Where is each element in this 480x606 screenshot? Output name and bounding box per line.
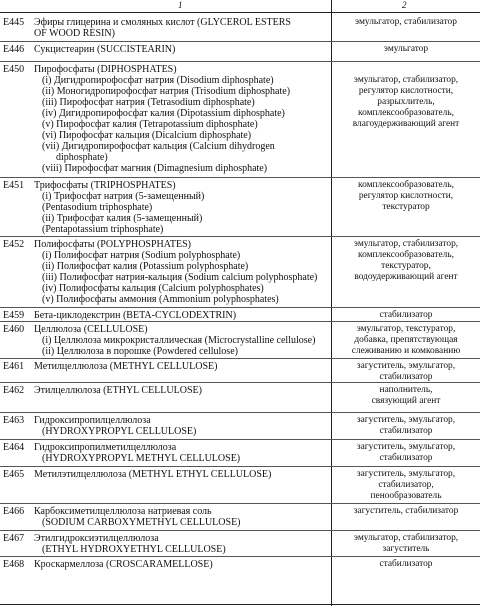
additive-name-line: (i) Полифосфат натрия (Sodium polyphosphate) [42,250,241,261]
function-line: загуститель, эмульгатор, [356,469,456,479]
function-line: добавка, препятствующая [354,335,458,345]
function-line: стабилизатор, [378,480,434,490]
additive-name-line: Гидроксипропилметилцеллюлоза [34,442,177,453]
additive-name-line: (vi) Пирофосфат кальция (Dicalcium diphosphate) [42,130,252,141]
additive-code: E451 [3,180,25,191]
additive-code: E462 [3,385,25,396]
additive-code: E464 [3,442,25,453]
row-separator [0,61,480,62]
function-line: эмульгатор [383,44,429,54]
technological-function [335,64,477,130]
additive-name [34,64,330,174]
technological-function [335,239,477,283]
additive-name-line: Эфиры глицерина и смоляных кислот (GLYCEROL ESTERS [34,17,291,28]
additive-name-line: Целлюлоза (CELLULOSE) [34,324,148,335]
additive-name-line: Сукцистеарин (SUCCISTEARIN) [34,44,176,55]
row-separator [0,321,480,322]
additive-name-line: Полифосфаты (POLYPHOSPHATES) [34,239,191,250]
technological-function [335,415,477,437]
function-line: комплексообразователь, [358,108,454,118]
technological-function [335,533,477,555]
row-separator [0,382,480,383]
additive-name [34,385,330,396]
function-line: наполнитель, [379,385,433,395]
header-rule [0,12,480,13]
function-line: стабилизатор [379,426,433,436]
function-line: загуститель, эмульгатор, [356,361,456,371]
function-line: загуститель [382,544,430,554]
additive-code: E450 [3,64,25,75]
function-line: стабилизатор [379,372,433,382]
function-line [335,64,477,75]
function-line: слеживанию и комкованию [351,346,461,356]
additive-name-line: (HYDROXYPROPYL METHYL CELLULOSE) [42,453,241,464]
additive-name [34,559,330,570]
function-line: эмульгатор, текстуратор, [356,324,456,334]
technological-function [335,17,477,28]
additive-name-line: OF WOOD RESIN) [34,28,115,39]
additive-name-line: (ii) Целлюлоза в порошке (Powdered cellulose) [42,346,238,357]
function-line: регулятор кислотности, [358,191,454,201]
function-line: регулятор кислотности, [358,86,454,96]
row-separator [0,177,480,178]
additive-name-line: Карбоксиметилцеллюлоза натриевая соль [34,506,212,517]
row-separator [0,41,480,42]
function-line: водоудерживающий агент [354,272,458,282]
additive-name-line: (ii) Полифосфат калия (Potassium polyphosphate) [42,261,249,272]
additive-name [34,17,330,39]
additive-name-line: (ii) Моногидропирофосфат натрия (Trisodium diphosphate) [42,86,291,97]
additive-name [34,506,330,528]
function-line: стабилизатор [379,453,433,463]
additive-code: E460 [3,324,25,335]
additive-name [34,324,330,357]
column-number-1: 1 [178,0,183,10]
row-separator [0,236,480,237]
additive-name-line: Этилгидроксиэтилцеллюлоза [34,533,159,544]
additive-name-line: (i) Трифосфат натрия (5-замещенный) [42,191,205,202]
row-separator [0,439,480,440]
technological-function [335,559,477,570]
additive-name [34,44,330,55]
additive-name [34,533,330,555]
function-line: пенообразователь [370,491,442,501]
additive-name-line: Трифосфаты (TRIPHOSPHATES) [34,180,176,191]
function-line: загуститель, эмульгатор, [356,415,456,425]
row-separator [0,530,480,531]
additive-name [34,310,330,321]
additive-name-line: (HYDROXYPROPYL CELLULOSE) [42,426,197,437]
function-line: эмульгатор, стабилизатор, [353,239,459,249]
function-line: комплексообразователь, [358,250,454,260]
function-line: стабилизатор [379,559,433,569]
function-line: эмульгатор, стабилизатор [355,17,457,27]
function-line: загуститель, эмульгатор, [356,442,456,452]
technological-function [335,361,477,383]
additive-name-line: Бета-циклодекстрин (BETA-CYCLODEXTRIN) [34,310,237,321]
additive-name-line: (iv) Дигидропирофосфат калия (Dipotassium diphosphate) [42,108,285,119]
additive-name-line: Этилцеллюлоза (ETHYL CELLULOSE) [34,385,202,396]
row-separator [0,412,480,413]
additive-name-line: (i) Целлюлоза микрокристаллическая (Microcrystalline cellulose) [42,335,316,346]
technological-function [335,324,477,357]
row-separator [0,307,480,308]
column-divider [331,0,332,606]
additive-code: E445 [3,17,25,28]
additive-name-line: (iv) Полифосфаты кальция (Calcium polyphosphates) [42,283,264,294]
technological-function [335,385,477,407]
row-separator [0,466,480,467]
additive-code: E452 [3,239,25,250]
bottom-rule [0,604,480,605]
additive-name-line: (viii) Пирофосфат магния (Dimagnesium diphosphate) [42,163,268,174]
additive-name-line: (v) Пирофосфат калия (Tetrapotassium diphosphate) [42,119,258,130]
additive-name-line: Метилцеллюлоза (METHYL CELLULOSE) [34,361,218,372]
additive-code: E465 [3,469,25,480]
technological-function [335,180,477,213]
additive-name-line: (v) Полифосфаты аммония (Ammonium polyphosphates) [42,294,279,305]
additive-name [34,469,330,480]
additive-name-line: (iii) Полифосфат натрия-кальция (Sodium calcium polyphosphate) [42,272,318,283]
additive-code: E463 [3,415,25,426]
additive-name [34,239,330,305]
technological-function [335,310,477,321]
function-line: эмульгатор, стабилизатор, [353,533,459,543]
function-line: эмульгатор, стабилизатор, [353,75,459,85]
additive-name-line: Гидроксипропилцеллюлоза [34,415,151,426]
function-line: текстуратор, [381,261,431,271]
function-line: стабилизатор [379,310,433,320]
function-line: связующий агент [371,396,441,406]
additive-name-line: diphosphate) [56,152,108,163]
function-line: загуститель, стабилизатор [353,506,459,516]
additive-name-line: (Pentapotassium triphosphate) [42,224,164,235]
additive-name [34,442,330,464]
additive-code: E468 [3,559,25,570]
row-separator [0,503,480,504]
function-line: влагоудерживающий агент [352,119,460,129]
additive-name-line: Пирофосфаты (DIPHOSPHATES) [34,64,177,75]
function-line: текстуратор [382,202,430,212]
row-separator [0,358,480,359]
row-separator [0,556,480,557]
technological-function [335,506,477,517]
function-line: разрыхлитель, [377,97,435,107]
additive-name-line: Метилэтилцеллюлоза (METHYL ETHYL CELLULOSE) [34,469,272,480]
additive-code: E467 [3,533,25,544]
technological-function [335,44,477,55]
additive-code: E459 [3,310,25,321]
additive-name [34,361,330,372]
additive-name-line: (ETHYL HYDROXYETHYL CELLULOSE) [42,544,226,555]
additive-name-line: (SODIUM CARBOXYMETHYL CELLULOSE) [42,517,241,528]
function-line: комплексообразователь, [358,180,454,190]
additive-code: E446 [3,44,25,55]
column-number-2: 2 [402,0,407,10]
additive-name-line: Кроскармеллоза (CROSCARAMELLOSE) [34,559,213,570]
additive-name-line: (Pentasodium triphosphate) [42,202,153,213]
additive-code: E466 [3,506,25,517]
technological-function [335,469,477,502]
additive-name [34,180,330,235]
technological-function [335,442,477,464]
additive-name-line: (iii) Пирофосфат натрия (Tetrasodium diphosphate) [42,97,255,108]
additive-code: E461 [3,361,25,372]
additive-name-line: (ii) Трифосфат калия (5-замещенный) [42,213,203,224]
additive-name-line: (i) Дигидропирофосфат натрия (Disodium diphosphate) [42,75,274,86]
additive-name [34,415,330,437]
additive-name-line: (vii) Дигидропирофосфат кальция (Calcium dihydrogen [42,141,275,152]
